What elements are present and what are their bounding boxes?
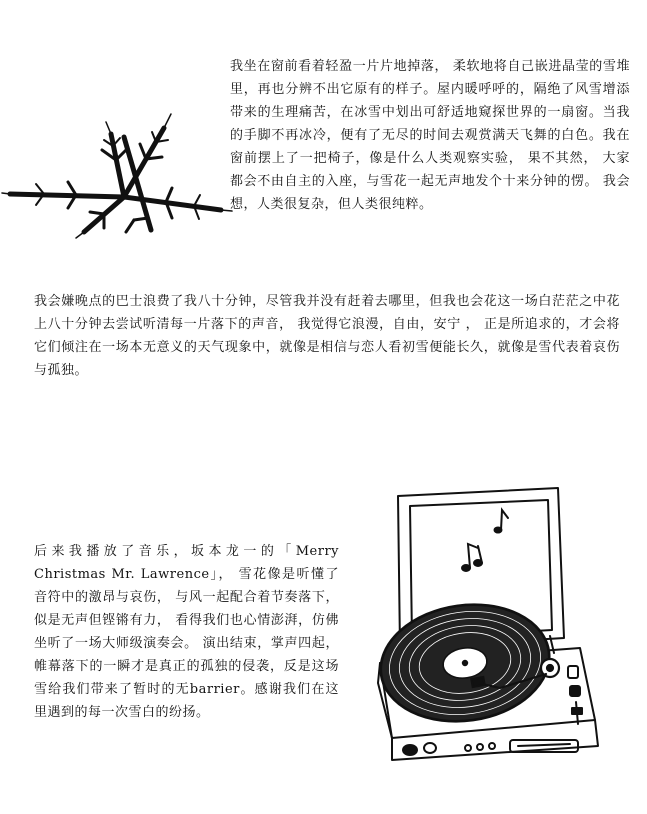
paragraph-music: 后来我播放了音乐，坂本龙一的「Merry Christmas Mr. Lawrence」， 雪花像是听懂了音符中的激昂与哀伤， 与风一起配合着节奏落下， 似是无声但铿锵有力， 看得我们也心情澎湃，仿佛坐听了一场大师级演奏会。 演出结束，掌声四起， 帷幕落下的一瞬才是真正的孤独的侵袭，反是这场雪给我们带来了暂时的无barrier。感谢我们在这里遇到的每一次雪白的纷扬。 — [34, 544, 339, 720]
snowflake-icon — [6, 62, 226, 242]
record-player-icon — [370, 488, 610, 768]
paragraph-late-bus: 我会嫌晚点的巴士浪费了我八十分钟，尽管我并没有赶着去哪里，但我也会花这一场白茫茫之中花上八十分钟去尝试听清每一片落下的声音， 我觉得它浪漫，自由，安宁 ， 正是所追求的，才会将它们倾注在一场本无意义的天气现象中，就像是相信与恋人看初雪便能长久，就像是雪代表着哀伤与孤独。 — [34, 294, 620, 378]
paragraph-snow-window: 我坐在窗前看着轻盈一片片地掉落， 柔软地将自己嵌进晶莹的雪堆里，再也分辨不出它原有的样子。屋内暖呼呼的，隔绝了风雪增添带来的生理痛苦，在冰雪中划出可舒适地窥探世界的一扇窗。当我的手脚不再冰冷，便有了无尽的时间去观赏满天飞舞的白色。我在窗前摆上了一把椅子，像是什么人类观察实验， 果不其然， 大家都会不由自主的入座，与雪花一起无声地发个十来分钟的愣。 我会想，人类很复杂，但人类很纯粹。 — [230, 59, 630, 212]
music-notes-icon — [462, 510, 508, 571]
